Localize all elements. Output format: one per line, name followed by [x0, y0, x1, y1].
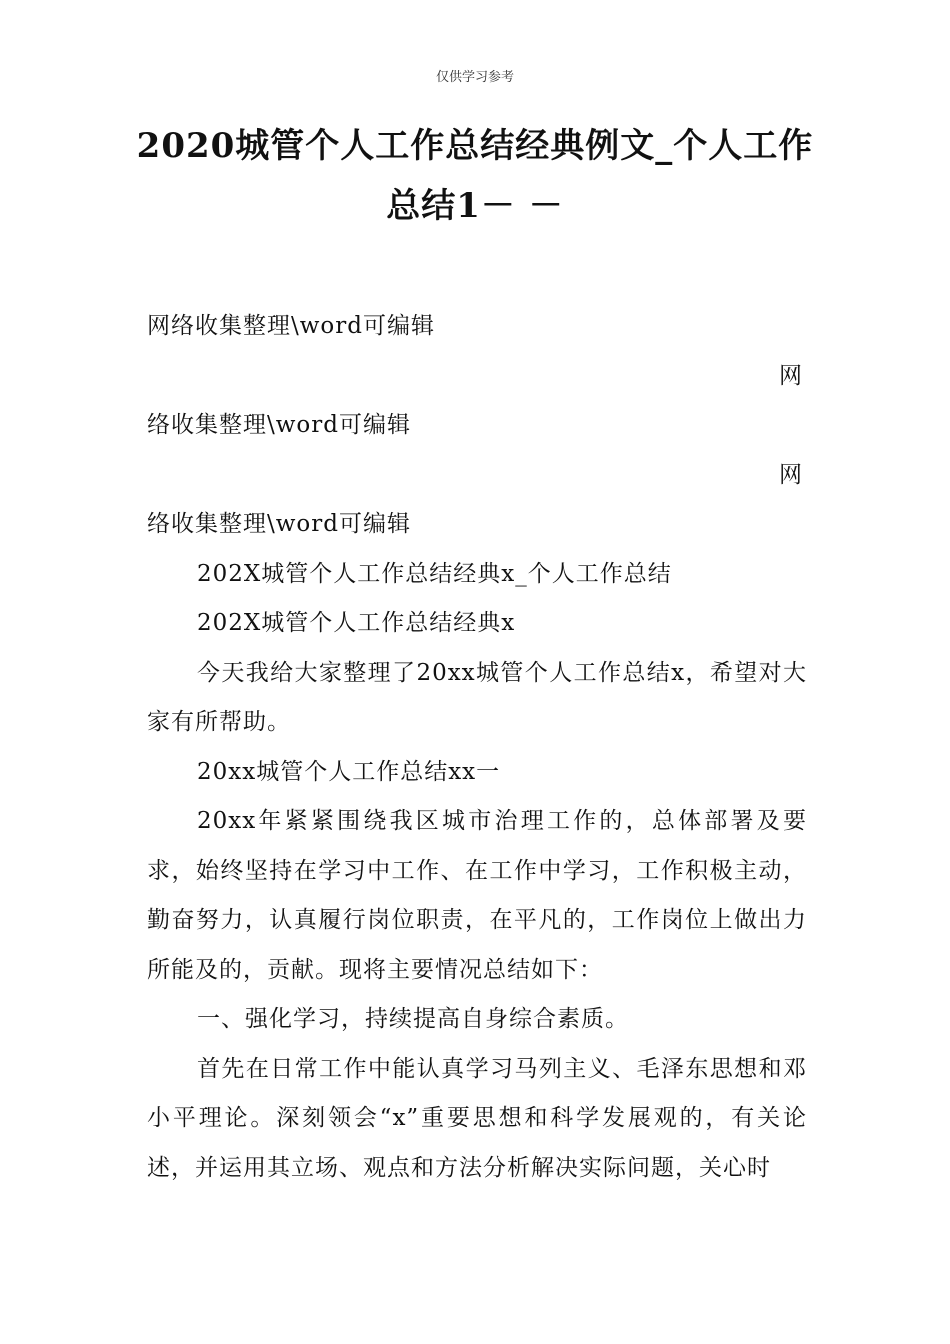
paragraph-body: 20xx年紧紧围绕我区城市治理工作的，总体部署及要求，始终坚持在学习中工作、在工作中学习，工作积极主动，勤奋努力，认真履行岗位职责，在平凡的，工作岗位上做出力所能及的，贡献。现将主要情况总结如下：	[147, 808, 807, 983]
paragraph-intro: 今天我给大家整理了20xx城管个人工作总结x，希望对大家有所帮助。	[147, 659, 807, 735]
paragraph-subtitle: 202X城管个人工作总结经典x	[197, 610, 516, 636]
paragraph-section-heading: 20xx城管个人工作总结xx一	[197, 758, 501, 785]
document-body	[147, 302, 807, 1193]
paragraph-subtitle: 202X城管个人工作总结经典x_个人工作总结	[197, 560, 672, 587]
paragraph-section-heading: 一、强化学习，持续提高自身综合素质。	[197, 1006, 629, 1032]
paragraph-source-note: 络收集整理\word可编辑	[147, 511, 412, 537]
document-title: 2020城管个人工作总结经典例文_个人工作总结1－ －	[136, 126, 814, 226]
paragraph-body: 首先在日常工作中能认真学习马列主义、毛泽东思想和邓小平理论。深刻领会“x”重要思想和科学发展观的，有关论述，并运用其立场、观点和方法分析解决实际问题，关心时	[147, 1055, 807, 1181]
paragraph-fragment: 网	[779, 362, 803, 389]
paragraph-source-note: 络收集整理\word可编辑	[147, 412, 412, 438]
paragraph-source-note: 网络收集整理\word可编辑	[147, 313, 436, 339]
header-note: 仅供学习参考	[435, 70, 514, 85]
paragraph-fragment: 网	[779, 461, 803, 488]
